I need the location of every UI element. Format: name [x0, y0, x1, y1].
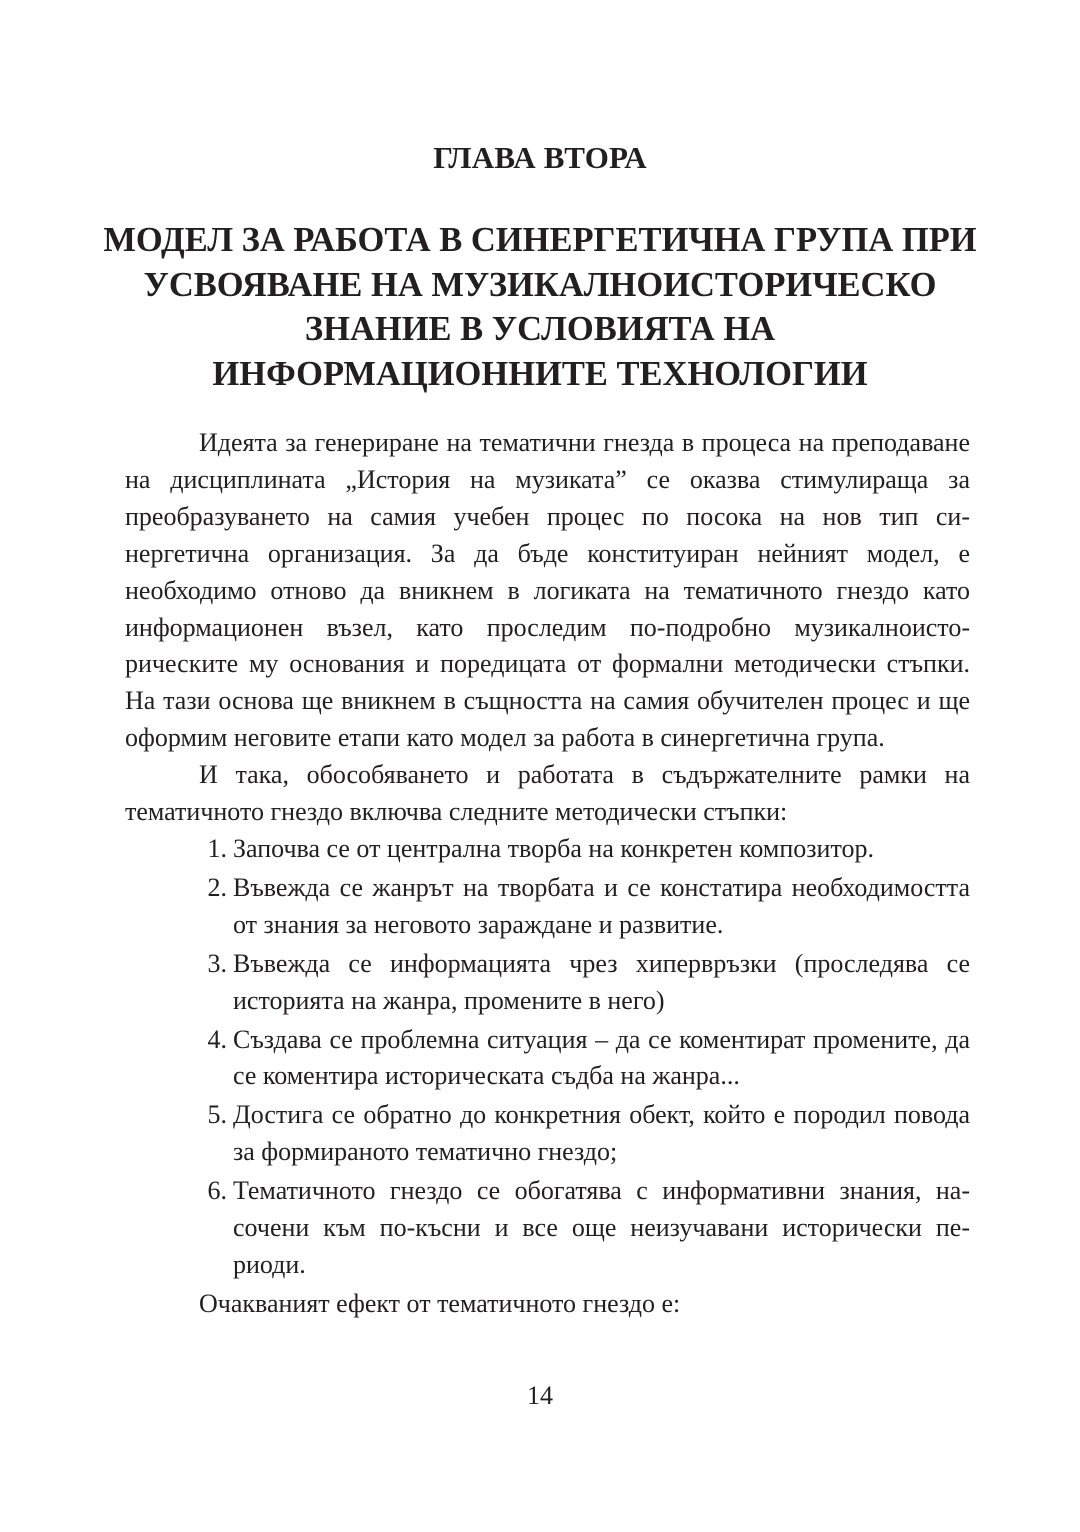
list-item	[207, 1173, 970, 1284]
list-item-number: 4.	[207, 1024, 227, 1054]
list-item-text: Създава се проблемна ситуация – да се коментират промените, да се коментира историческата съдба на жанра...	[233, 1024, 970, 1091]
intro-paragraph: Идеята за генериране на тематични гнезда в процеса на преподаване на дисциплината „История на музиката” се оказва стимулираща за преобразуването на самия учебен процес по посока на нов тип синергетична организация. За да бъде конституиран нейният модел, е необходимо отново да вникнем в логиката на тематичното гнездо като информационен възел, като проследим по-подробно музикалноисторическите му основания и поредицата от формални методически стъпки. На тази основа ще вникнем в същността на самия обучителен процес и ще оформим неговите етапи като модел за работа в синергетична група.	[125, 428, 970, 753]
chapter-title-line: ИНФОРМАЦИОННИТЕ ТЕХНОЛОГИИ	[212, 354, 868, 393]
list-item-number: 5.	[207, 1100, 227, 1130]
list-item-text: Въвежда се информацията чрез хипервръзки (проследява се историята на жанра, промените в него)	[233, 948, 970, 1015]
body-text	[125, 425, 970, 1323]
chapter-heading: ГЛАВА ВТОРА	[433, 140, 647, 175]
list-item-text: Въвежда се жанрът на творбата и се констатира необходимостта от знания за неговото зараждане и развитие.	[233, 872, 970, 939]
chapter-title-line: МОДЕЛ ЗА РАБОТА В СИНЕРГЕТИЧНА ГРУПА ПРИ	[103, 221, 977, 259]
list-item	[207, 870, 970, 944]
list-item-text: Тематичното гнездо се обогатява с информативни знания, насочени към по-късни и все още неизучавани исторически периоди.	[233, 1176, 970, 1279]
list-item	[207, 946, 970, 1020]
list-item	[207, 1022, 970, 1096]
chapter-title	[100, 218, 980, 396]
list-item-number: 3.	[207, 948, 227, 978]
chapter-title-line: УСВОЯВАНЕ НА МУЗИКАЛНОИСТОРИЧЕСКО	[143, 265, 937, 304]
methodical-steps-list	[125, 831, 970, 1284]
list-item-number: 1.	[207, 833, 227, 863]
list-item-number: 2.	[207, 872, 227, 902]
closing-paragraph: Очакваният ефект от тематичното гнездо е:	[199, 1288, 681, 1318]
list-item	[207, 1097, 970, 1171]
list-item-number: 6.	[207, 1176, 227, 1206]
list-item	[207, 831, 970, 868]
list-item-text: Започва се от централна творба на конкретен композитор.	[233, 833, 874, 863]
list-item-text: Достига се обратно до конкретния обект, който е породил повода за формираното тематично гнездо;	[233, 1100, 970, 1167]
page-number: 14	[527, 1381, 553, 1410]
chapter-title-line: ЗНАНИЕ В УСЛОВИЯТА НА	[304, 310, 776, 348]
steps-intro-paragraph: И така, обособяването и работата в съдържателните рамки на тематичното гнездо включва следните методически стъпки:	[125, 760, 970, 827]
